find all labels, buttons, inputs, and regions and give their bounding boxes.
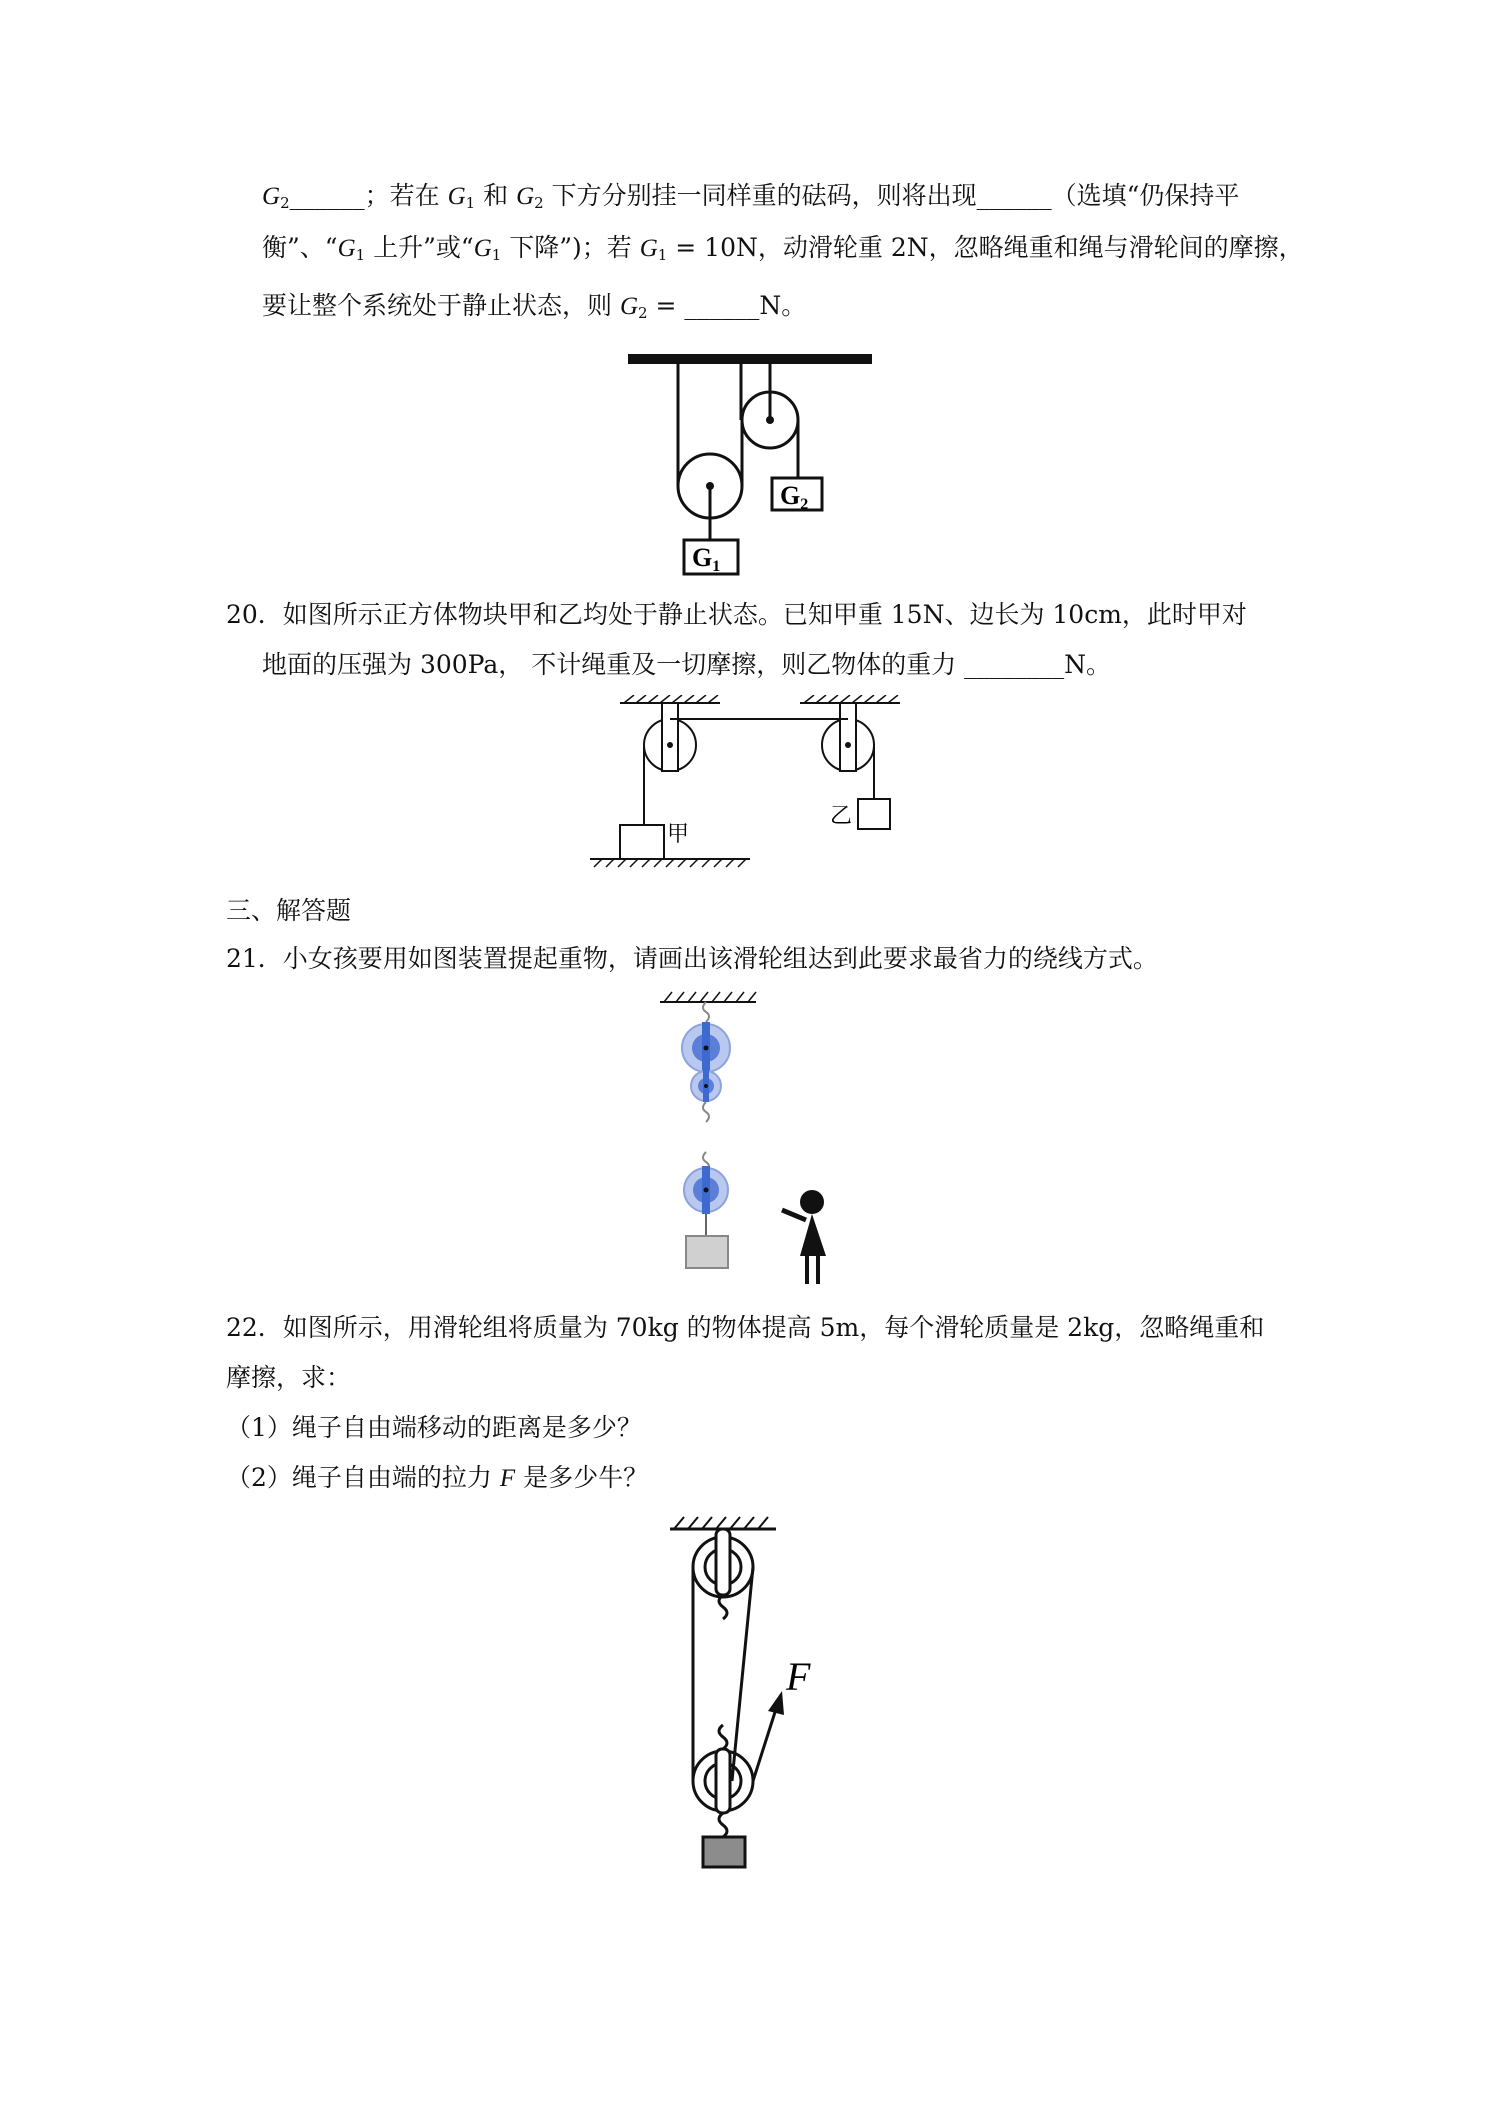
text: 衡”、“	[262, 233, 338, 262]
text: 下方分别挂一同样重的砝码，则将出现______（选填“仍保持平	[543, 181, 1240, 210]
q19-line-1	[262, 178, 1239, 221]
label-g2-sub: 2	[800, 496, 809, 513]
var-g2-sub: 2	[280, 194, 290, 212]
text: （2）绳子自由端的拉力	[226, 1463, 500, 1492]
q20-line-1: 20．如图所示正方体物块甲和乙均处于静止状态。已知甲重 15N、边长为 10cm，此时甲对	[226, 600, 1247, 629]
var-g2: G	[516, 183, 535, 210]
q19-pulley-figure	[620, 350, 880, 580]
label-yi: 乙	[830, 803, 853, 828]
var-g1-sub: 1	[491, 246, 502, 264]
var-g1-sub: 1	[465, 194, 476, 212]
var-g1: G	[337, 235, 356, 262]
text: 上升”或“	[365, 233, 474, 262]
load-box	[703, 1837, 745, 1867]
block-yi	[858, 799, 890, 829]
label-g1: G	[692, 543, 713, 572]
q22-sub-question-1: （1）绳子自由端移动的距离是多少？	[226, 1413, 642, 1442]
svg-text:G1	[692, 543, 720, 575]
var-g1-sub: 1	[355, 246, 366, 264]
text: = ______N。	[647, 291, 807, 320]
q20-line-2: 地面的压强为 300Pa， 不计绳重及一切摩擦，则乙物体的重力 ________N。	[262, 650, 1112, 679]
force-arrow	[753, 1709, 776, 1781]
var-g2: G	[619, 293, 639, 320]
text: 要让整个系统处于静止状态，则	[262, 291, 620, 320]
var-g2: G	[262, 183, 281, 210]
var-g2-sub: 2	[534, 194, 544, 212]
svg-text:G2	[780, 481, 808, 513]
text: = 10N	[667, 233, 758, 262]
var-g1-sub: 1	[657, 246, 668, 264]
text: 和	[475, 181, 517, 210]
var-g1: G	[473, 235, 492, 262]
label-f: F	[786, 1654, 811, 1699]
q21-pulley-figure	[650, 990, 870, 1310]
q19-line-2	[262, 230, 1304, 273]
var-g1: G	[447, 183, 466, 210]
var-g2-sub: 2	[638, 304, 648, 322]
heavy-object	[686, 1236, 728, 1268]
q21-line-1: 21．小女孩要用如图装置提起重物，请画出该滑轮组达到此要求最省力的绕线方式。	[226, 944, 1158, 973]
text: 下降”)；若	[501, 233, 640, 262]
text: ，动滑轮重 2N，忽略绳重和绳与滑轮间的摩擦，	[757, 233, 1304, 262]
label-g1-sub: 1	[712, 558, 721, 575]
label-jia: 甲	[667, 821, 690, 846]
q22-line-1: 22．如图所示，用滑轮组将质量为 70kg 的物体提高 5m，每个滑轮质量是 2kg，忽略绳重和	[226, 1313, 1265, 1342]
section-title: 三、解答题	[226, 896, 352, 925]
q22-sub-question-2	[226, 1460, 648, 1497]
q20-pulley-figure	[590, 695, 910, 875]
q22-pulley-figure	[660, 1515, 860, 1895]
q19-line-3	[262, 288, 806, 331]
var-f: F	[499, 1465, 516, 1492]
label-g2: G	[780, 481, 801, 510]
var-g1: G	[639, 235, 658, 262]
text: ______；若在	[289, 181, 448, 210]
text: 是多少牛？	[515, 1463, 649, 1492]
q22-line-2: 摩擦，求：	[226, 1363, 352, 1392]
girl-figure	[800, 1190, 824, 1214]
block-jia	[620, 825, 664, 859]
ceiling-bar	[628, 354, 872, 364]
